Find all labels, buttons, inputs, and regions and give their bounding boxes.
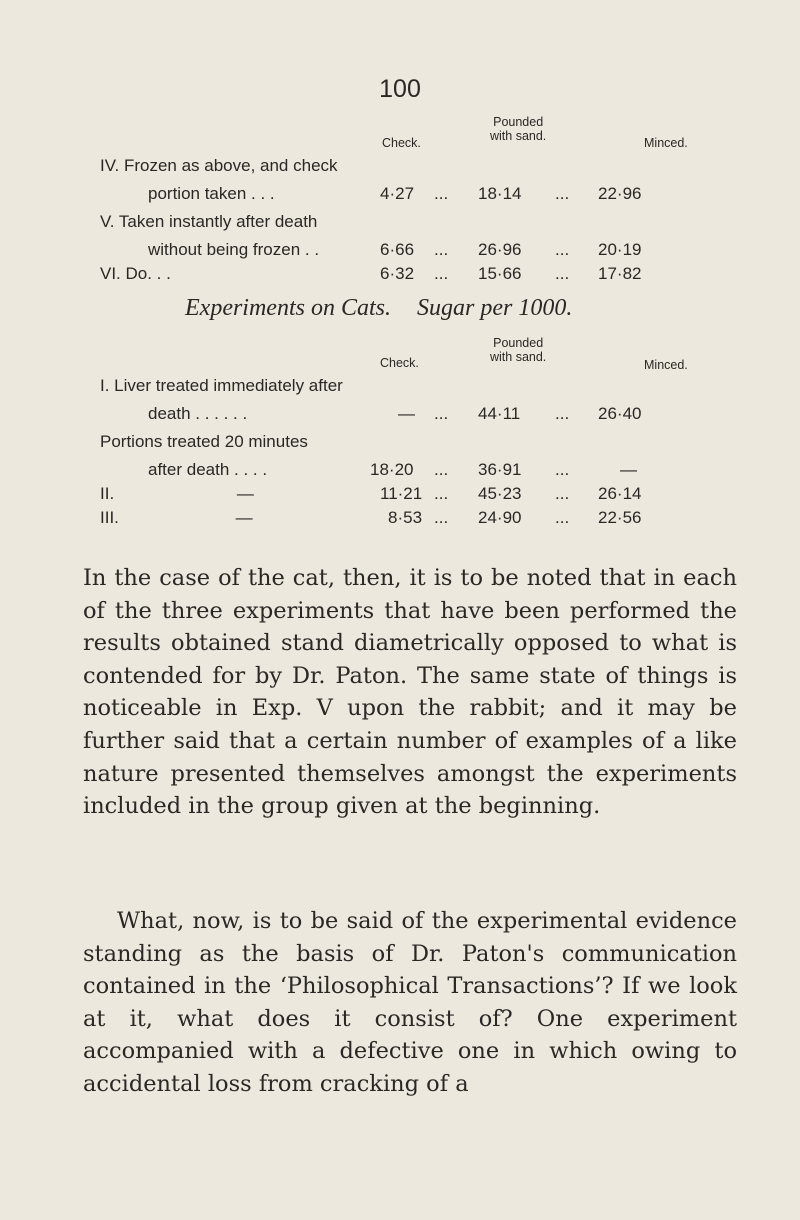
leader-dots: ... (555, 484, 570, 503)
row-label: II. — (100, 484, 254, 503)
section-title-main: Experiments on Cats. (185, 295, 391, 321)
pounded-value: 36·91 (478, 460, 522, 479)
leader-dots: ... (555, 240, 570, 259)
column-header-check: Check. (380, 356, 419, 370)
leader-dots: ... (555, 184, 570, 203)
check-value: 8·53 (388, 508, 423, 527)
pounded-value: 24·90 (478, 508, 522, 527)
minced-value: 20·19 (598, 240, 642, 259)
check-value: 11·21 (380, 484, 423, 503)
pounded-value: 15·66 (478, 264, 522, 283)
pounded-value: 45·23 (478, 484, 522, 503)
column-header-minced: Minced. (644, 136, 688, 150)
section-title-sub: Sugar per 1000. (416, 295, 573, 321)
leader-dots: ... (434, 484, 449, 503)
minced-value: 22·96 (598, 184, 642, 203)
minced-value: 26·14 (598, 484, 642, 503)
leader-dots: ... (434, 240, 449, 259)
row-label-continued: without being frozen . . (148, 240, 320, 259)
body-paragraph: In the case of the cat, then, it is to be noted that in each of the three experiments that have been performed the results obtained stand diametrically opposed to what is contended for by Dr. Paton. The same state of things is noticeable in Exp. V upon the rabbit; and it may be further said that a certain number of examples of a like nature presented themselves amongst the experiments included in the group given at the beginning. (83, 565, 737, 820)
check-value: 6·66 (380, 240, 415, 259)
leader-dots: ... (555, 404, 570, 423)
row-label: I. Liver treated immediately after (100, 376, 343, 395)
leader-dots: ... (555, 508, 570, 527)
leader-dots: ... (434, 508, 449, 527)
check-value: 18·20 (370, 460, 414, 479)
leader-dots: ... (555, 264, 570, 283)
minced-value: 17·82 (598, 264, 642, 283)
column-header-pounded (490, 336, 546, 364)
column-header-pounded (490, 115, 546, 143)
leader-dots: ... (434, 404, 449, 423)
check-value: 4·27 (380, 184, 415, 203)
check-value: — (398, 404, 415, 423)
row-label-continued: portion taken . . . (148, 184, 275, 203)
leader-dots: ... (434, 264, 449, 283)
row-label: IV. Frozen as above, and check (100, 156, 338, 175)
pounded-value: 26·96 (478, 240, 522, 259)
minced-value: 26·40 (598, 404, 642, 423)
column-header-minced: Minced. (644, 358, 688, 372)
minced-value: 22·56 (598, 508, 642, 527)
minced-value: — (620, 460, 637, 479)
column-header-pounded-text: Pounded with sand. (490, 115, 547, 143)
body-paragraph: What, now, is to be said of the experimental evidence standing as the basis of Dr. Paton's communication contained in the ‘Philosophical Transactions’? If we look at it, what does it consist of? One experiment accompanied with a defective one in which owing to accidental loss from cracking of a (83, 908, 737, 1097)
leader-dots: ... (434, 184, 449, 203)
leader-dots: ... (555, 460, 570, 479)
row-label-continued: after death . . . . (148, 460, 268, 479)
check-value: 6·32 (380, 264, 415, 283)
section-title (185, 295, 745, 322)
column-header-pounded-text: Pounded with sand. (490, 336, 547, 364)
row-label: III. — (100, 508, 253, 527)
pounded-value: 18·14 (478, 184, 522, 203)
leader-dots: ... (434, 460, 449, 479)
row-label-continued: death . . . . . . (148, 404, 248, 423)
row-label: V. Taken instantly after death (100, 212, 318, 231)
page-number: 100 (379, 75, 421, 103)
row-label: Portions treated 20 minutes (100, 432, 308, 451)
column-header-check: Check. (382, 136, 421, 150)
pounded-value: 44·11 (478, 404, 521, 423)
row-label: VI. Do. . . (100, 264, 171, 283)
